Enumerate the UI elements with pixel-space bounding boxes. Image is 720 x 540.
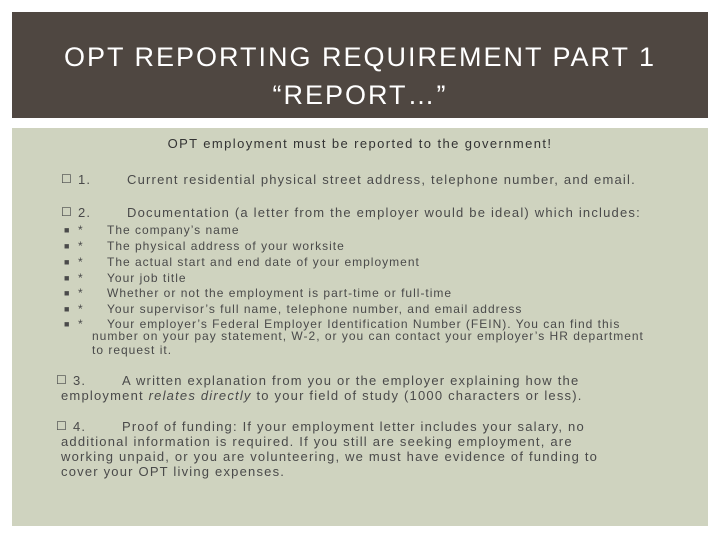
item-number: 2. bbox=[78, 205, 92, 220]
item-text: working unpaid, or you are volunteering, we must have evidence of funding to bbox=[61, 449, 599, 464]
sub-item-continuation: number on your pay statement, W-2, or you can contact your employer’s HR department to request it. bbox=[92, 329, 644, 357]
sub-item-text: The company’s name bbox=[107, 223, 240, 237]
item-text: to your field of study (1000 characters or less). bbox=[251, 388, 583, 403]
item-text: additional information is required. If you still are seeking employment, are bbox=[61, 434, 573, 449]
sub-item bbox=[64, 238, 345, 254]
item-number: 1. bbox=[78, 172, 92, 187]
item-text: cover your OPT living expenses. bbox=[61, 464, 286, 479]
list-item-4 bbox=[56, 419, 693, 479]
star-marker: * bbox=[78, 223, 84, 237]
star-marker: * bbox=[78, 317, 84, 331]
star-marker: * bbox=[78, 302, 84, 316]
star-marker: * bbox=[78, 271, 84, 285]
content-panel bbox=[12, 128, 708, 526]
sub-item-text: Your employer’s Federal Employer Identification Number (FEIN). You can find this bbox=[107, 317, 621, 331]
list-item-2 bbox=[61, 205, 641, 220]
star-marker: * bbox=[78, 255, 84, 269]
sub-item bbox=[64, 222, 240, 238]
item-text: Documentation (a letter from the employer would be ideal) which includes: bbox=[127, 205, 641, 220]
star-marker: * bbox=[78, 286, 84, 300]
item-number: 3. bbox=[73, 373, 87, 388]
item-number: 4. bbox=[73, 419, 87, 434]
square-bullet-icon: ■ bbox=[64, 304, 71, 314]
item-text: Current residential physical street address, telephone number, and email. bbox=[127, 172, 636, 187]
square-bullet-icon: ■ bbox=[64, 257, 71, 267]
sub-item-text: Whether or not the employment is part-time or full-time bbox=[107, 286, 453, 300]
sub-item-text: Your job title bbox=[107, 271, 187, 285]
title-bar bbox=[12, 12, 708, 118]
square-bullet-icon: ■ bbox=[64, 319, 71, 329]
square-bullet-icon: ■ bbox=[64, 241, 71, 251]
sub-item-text: The actual start and end date of your employment bbox=[107, 255, 420, 269]
item-text: A written explanation from you or the employer explaining how the bbox=[122, 373, 580, 388]
slide-title: OPT REPORTING REQUIREMENT PART 1 “REPORT…” bbox=[63, 42, 657, 110]
checkbox-bullet-icon: ☐ bbox=[61, 172, 73, 186]
checkbox-bullet-icon: ☐ bbox=[56, 373, 68, 387]
checkbox-bullet-icon: ☐ bbox=[56, 419, 68, 433]
item-text: employment bbox=[61, 388, 149, 403]
sub-item bbox=[64, 285, 453, 301]
checkbox-bullet-icon: ☐ bbox=[61, 205, 73, 219]
list-item-1 bbox=[61, 172, 636, 187]
sub-item bbox=[64, 301, 523, 317]
square-bullet-icon: ■ bbox=[64, 288, 71, 298]
sub-item bbox=[64, 270, 187, 286]
square-bullet-icon: ■ bbox=[64, 225, 71, 235]
item-text: Proof of funding: If your employment letter includes your salary, no bbox=[122, 419, 585, 434]
intro-text: OPT employment must be reported to the government! bbox=[167, 136, 553, 151]
sub-item-text: Your supervisor’s full name, telephone number, and email address bbox=[107, 302, 523, 316]
list-item-3 bbox=[56, 373, 693, 403]
sub-item bbox=[64, 254, 420, 270]
square-bullet-icon: ■ bbox=[64, 273, 71, 283]
sub-item-text: The physical address of your worksite bbox=[107, 239, 345, 253]
star-marker: * bbox=[78, 239, 84, 253]
emphasis-text: relates directly bbox=[148, 388, 252, 403]
